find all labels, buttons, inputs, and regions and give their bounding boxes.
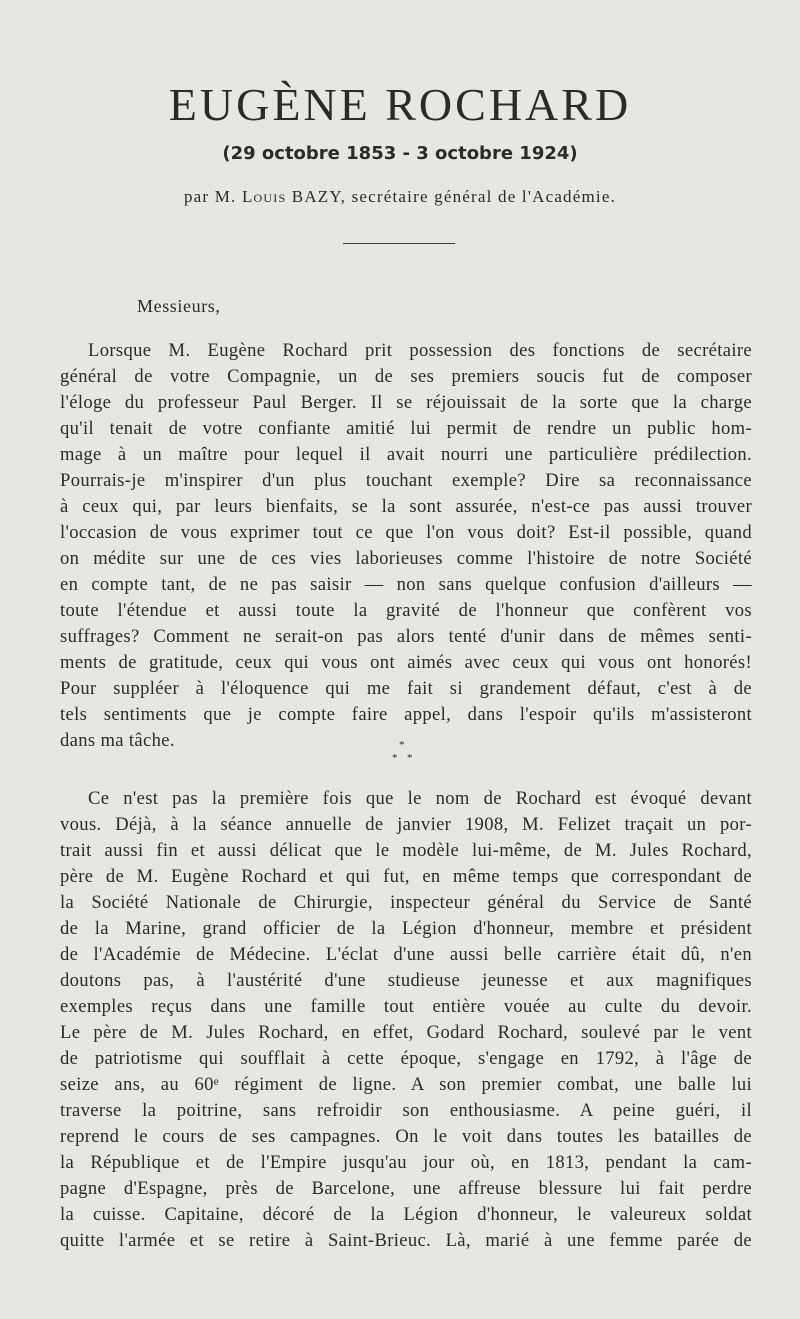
text-line: ments de gratitude, ceux qui vous ont aimés avec ceux qui vous ont honorés! [60,652,752,673]
byline [0,187,800,207]
text-line: Pour suppléer à l'éloquence qui me fait si grandement défaut, c'est à de [60,678,752,699]
text-line: on médite sur une de ces vies laborieuses comme l'histoire de notre Société [60,548,752,569]
text-line: de l'Académie de Médecine. L'éclat d'une aussi belle carrière était dû, n'en [60,944,752,965]
text-line: seize ans, au 60ᵉ régiment de ligne. A son premier combat, une balle lui [60,1074,752,1095]
text-line: Pourrais-je m'inspirer d'un plus touchant exemple? Dire sa reconnaissance [60,470,752,491]
text-line: qu'il tenait de votre confiante amitié lui permit de rendre un public hom- [60,418,752,439]
text-line: père de M. Eugène Rochard et qui fut, en même temps que correspondant de [60,866,752,887]
text-line: de patriotisme qui soufflait à cette époque, s'engage en 1792, à l'âge de [60,1048,752,1069]
text-line: reprend le cours de ses campagnes. On le voit dans toutes les batailles de [60,1126,752,1147]
text-line: la Société Nationale de Chirurgie, inspecteur général du Service de Santé [60,892,752,913]
text-line: la République et de l'Empire jusqu'au jour où, en 1813, pendant la cam- [60,1152,752,1173]
text-line: Le père de M. Jules Rochard, en effet, Godard Rochard, soulevé par le vent [60,1022,752,1043]
text-line: exemples reçus dans une famille tout entière vouée au culte du devoir. [60,996,752,1017]
asterism-star-left: * [392,752,398,764]
author-role: secrétaire général de l'Académie. [351,187,617,206]
article-title: EUGÈNE ROCHARD [168,79,632,130]
section-asterism [388,738,418,768]
paragraph-1 [60,338,752,754]
text-line: à ceux qui, par leurs bienfaits, se la sont assurée, n'est-ce pas aussi trouver [60,496,752,517]
text-line: dans ma tâche. [60,730,175,751]
author-last-name: BAZY, [291,187,347,206]
text-line: doutons pas, à l'austérité d'une studieuse jeunesse et aux magnifiques [60,970,752,991]
text-line: l'éloge du professeur Paul Berger. Il se réjouissait de la sorte que la charge [60,392,752,413]
text-line: traverse la poitrine, sans refroidir son enthousiasme. A peine guéri, il [60,1100,752,1121]
text-line: pagne d'Espagne, près de Barcelone, une affreuse blessure lui fait perdre [60,1178,752,1199]
asterism-star-right: * [407,752,413,764]
text-line: quitte l'armée et se retire à Saint-Brieuc. Là, marié à une femme parée de [60,1230,752,1251]
text-line: en compte tant, de ne pas saisir — non sans quelque confusion d'ailleurs — [60,574,752,595]
text-line: trait aussi fin et aussi délicat que le modèle lui-même, de M. Jules Rochard, [60,840,752,861]
text-line: tels sentiments que je compte faire appel, dans l'espoir qu'ils m'assisteront [60,704,752,725]
text-line: suffrages? Comment ne serait-on pas alors tenté d'unir dans de mêmes senti- [60,626,752,647]
text-line: Ce n'est pas la première fois que le nom de Rochard est évoqué devant [88,788,752,809]
byline-prefix: par M. [183,187,237,206]
title-divider [343,243,455,244]
salutation: Messieurs, [137,296,221,316]
paragraph-2 [60,786,752,1254]
text-line: général de votre Compagnie, un de ses premiers soucis fut de composer [60,366,752,387]
text-line: l'occasion de vous exprimer tout ce que l'on vous doit? Est-il possible, quand [60,522,752,543]
text-line: mage à un maître pour lequel il avait nourri une particulière prédilection. [60,444,752,465]
text-line: Lorsque M. Eugène Rochard prit possession des fonctions de secrétaire [88,340,752,361]
asterism-star-top: * [399,739,405,751]
life-dates: (29 octobre 1853 - 3 octobre 1924) [222,143,578,164]
author-first-name: Louis [241,187,287,206]
text-line: de la Marine, grand officier de la Légion d'honneur, membre et président [60,918,752,939]
text-line: vous. Déjà, à la séance annuelle de janvier 1908, M. Felizet traçait un por- [60,814,752,835]
text-line: toute l'étendue et aussi toute la gravité de l'honneur que confèrent vos [60,600,752,621]
text-line: la cuisse. Capitaine, décoré de la Légion d'honneur, le valeureux soldat [60,1204,752,1225]
